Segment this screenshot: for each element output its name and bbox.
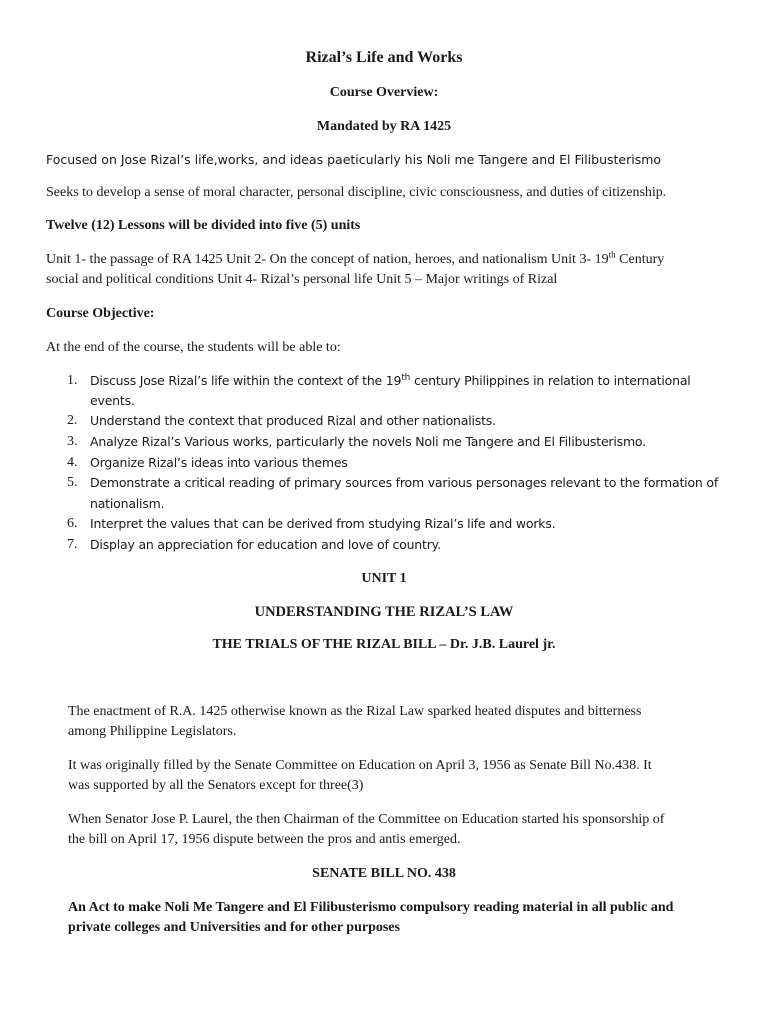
mandated-heading: Mandated by RA 1425 [316, 119, 452, 134]
trials-heading: THE TRIALS OF THE RIZAL BILL – Dr. J.B. Laurel jr. [212, 637, 556, 652]
list-item: Organize Rizal’s ideas into various themes [90, 455, 348, 470]
list-item-number: 6. [67, 516, 78, 531]
list-item-number: 7. [67, 537, 78, 552]
act-title-line-2: private colleges and Universities and for other purposes [68, 920, 400, 935]
list-item: Interpret the values that can be derived from studying Rizal’s life and works. [90, 516, 556, 531]
list-item: Understand the context that produced Rizal and other nationalists. [90, 413, 496, 428]
list-item-text-end: century Philippines in relation to international [410, 373, 691, 388]
focused-paragraph: Focused on Jose Rizal’s life,works, and ideas paeticularly his Noli me Tangere and El Filibusterismo [46, 152, 662, 167]
units-line-1-end: Century [615, 252, 665, 267]
list-item-number: 4. [67, 455, 78, 470]
list-item: Analyze Rizal’s Various works, particularly the novels Noli me Tangere and El Filibusterismo. [90, 434, 646, 449]
originally-paragraph-line-2: was supported by all the Senators except for three(3) [68, 778, 364, 793]
units-line-1 [46, 250, 664, 270]
act-title-line-1: An Act to make Noli Me Tangere and El Filibusterismo compulsory reading material in all public and [68, 900, 674, 915]
document-title: Rizal’s Life and Works [305, 49, 463, 66]
list-item-number: 5. [67, 475, 78, 490]
list-item-number: 1. [67, 373, 78, 388]
enactment-paragraph-line-2: among Philippine Legislators. [68, 724, 237, 739]
units-line-1-text: Unit 1- the passage of RA 1425 Unit 2- On the concept of nation, heroes, and nationalism Unit 3- 19 [46, 252, 609, 267]
objective-intro: At the end of the course, the students will be able to: [46, 340, 341, 355]
list-item: Display an appreciation for education and love of country. [90, 537, 441, 552]
list-item-continuation: events. [90, 393, 135, 408]
unit-1-heading: UNIT 1 [361, 571, 407, 586]
unit-1-subheading: UNDERSTANDING THE RIZAL’S LAW [254, 604, 514, 620]
units-line-1-sup: th [608, 249, 616, 260]
course-objective-heading: Course Objective: [46, 306, 155, 321]
units-line-2: social and political conditions Unit 4- Rizal’s personal life Unit 5 – Major writings of Rizal [46, 272, 558, 287]
list-item-sup: th [401, 372, 411, 383]
list-item: Demonstrate a critical reading of primary sources from various personages relevant to the formation of [90, 475, 719, 490]
originally-paragraph-line-1: It was originally filled by the Senate Committee on Education on April 3, 1956 as Senate Bill No.438. It [68, 758, 652, 773]
course-overview-heading: Course Overview: [329, 85, 439, 100]
list-item-continuation: nationalism. [90, 496, 165, 511]
twelve-lessons-heading: Twelve (12) Lessons will be divided into five (5) units [46, 218, 361, 233]
list-item [90, 371, 730, 391]
list-item-text: Discuss Jose Rizal’s life within the context of the 19 [90, 373, 402, 388]
senate-bill-heading: SENATE BILL NO. 438 [312, 866, 456, 881]
list-item-number: 3. [67, 434, 78, 449]
laurel-paragraph-line-1: When Senator Jose P. Laurel, the then Chairman of the Committee on Education started his sponsorship of [68, 812, 665, 827]
laurel-paragraph-line-2: the bill on April 17, 1956 dispute between the pros and antis emerged. [68, 832, 461, 847]
seeks-paragraph: Seeks to develop a sense of moral character, personal discipline, civic consciousness, and duties of citizenship. [46, 185, 667, 200]
enactment-paragraph-line-1: The enactment of R.A. 1425 otherwise known as the Rizal Law sparked heated disputes and bitterness [68, 704, 642, 719]
list-item-number: 2. [67, 413, 78, 428]
